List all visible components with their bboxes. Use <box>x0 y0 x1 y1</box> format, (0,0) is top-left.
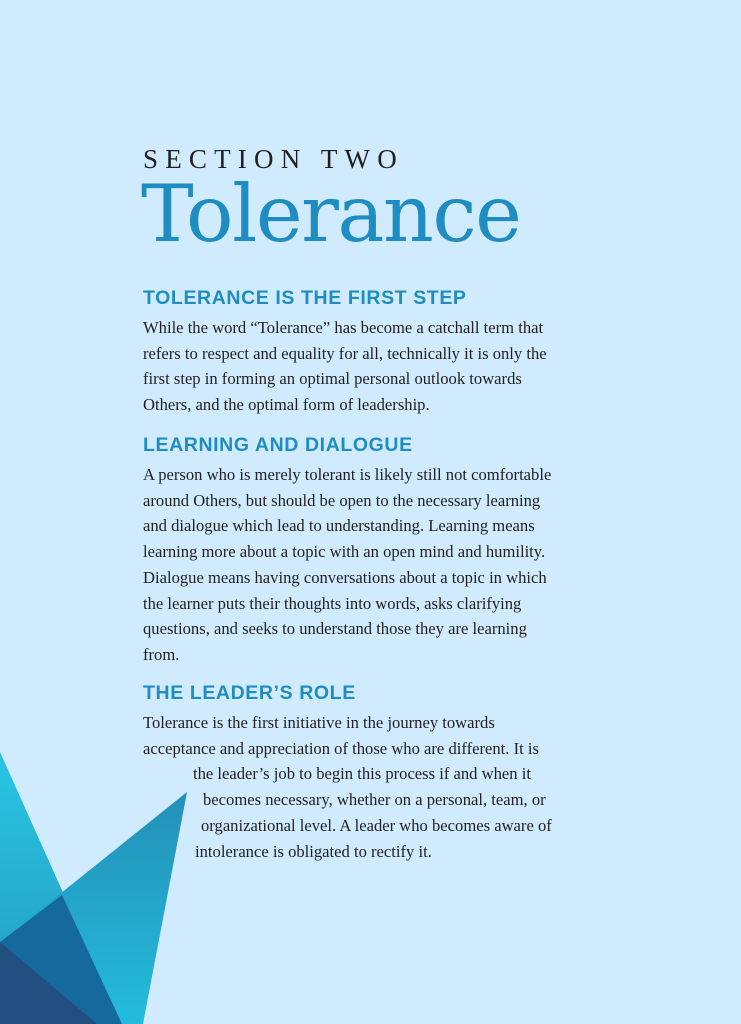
text-line: organizational level. A leader who becomes aware of <box>201 815 552 835</box>
heading-first-step: TOLERANCE IS THE FIRST STEP <box>143 287 467 309</box>
text-line: intolerance is obligated to rectify it. <box>195 841 432 861</box>
heading-learning-dialogue: LEARNING AND DIALOGUE <box>143 434 413 456</box>
section-label: SECTION TWO <box>143 144 404 174</box>
heading-leaders-role: THE LEADER’S ROLE <box>143 682 356 704</box>
paragraph-learning-dialogue <box>143 462 551 668</box>
text-line: refers to respect and equality for all, technically it is only the <box>143 343 547 363</box>
text-line: around Others, but should be open to the necessary learning <box>143 490 541 510</box>
paragraph-leaders-role <box>143 710 552 864</box>
text-line: acceptance and appreciation of those who are different. It is <box>143 738 539 758</box>
text-line: Dialogue means having conversations about a topic in which <box>143 567 547 587</box>
text-line: first step in forming an optimal personal outlook towards <box>143 369 522 389</box>
text-line: Tolerance is the first initiative in the journey towards <box>143 713 495 732</box>
text-line: the leader’s job to begin this process if and when it <box>193 764 531 784</box>
paragraph-first-step <box>143 315 547 418</box>
text-line: and dialogue which lead to understanding. Learning means <box>143 516 535 536</box>
text-line: Others, and the optimal form of leadership. <box>143 395 430 415</box>
text-line: from. <box>143 644 180 664</box>
text-line: While the word “Tolerance” has become a catchall term that <box>143 318 544 337</box>
text-line: the learner puts their thoughts into words, asks clarifying <box>143 593 522 613</box>
text-line: becomes necessary, whether on a personal, team, or <box>203 790 546 810</box>
text-line: learning more about a topic with an open mind and humility. <box>143 542 546 562</box>
page-title: Tolerance <box>141 168 521 260</box>
text-line: questions, and seeks to understand those they are learning <box>143 619 527 639</box>
text-line: A person who is merely tolerant is likely still not comfortable <box>143 465 552 484</box>
